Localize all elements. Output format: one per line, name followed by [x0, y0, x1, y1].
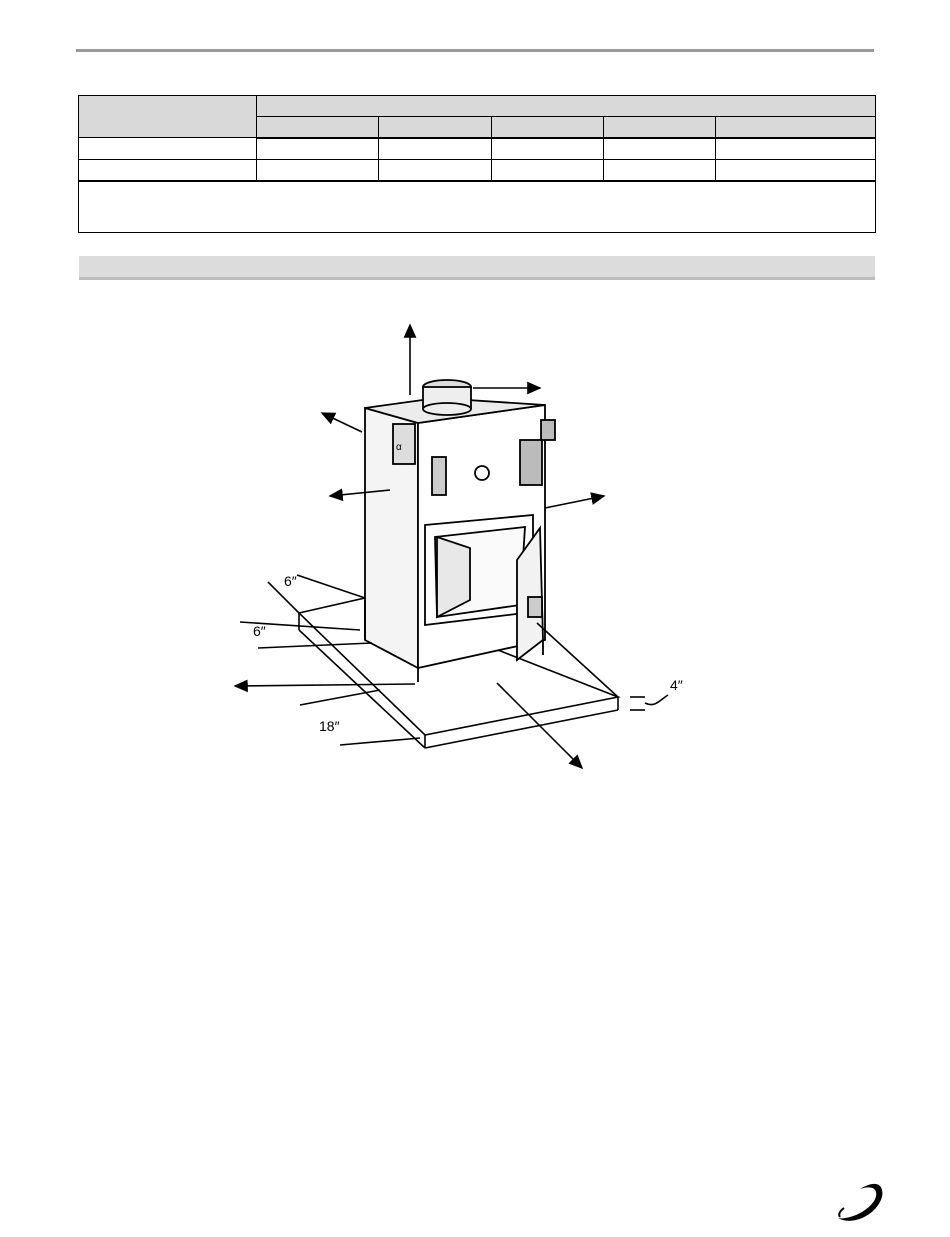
table-row [79, 138, 876, 160]
table-note [79, 181, 876, 233]
dim-18-label: 18″ [319, 718, 340, 734]
dim-6-left-label: 6″ [253, 623, 266, 639]
table-cell [604, 159, 716, 181]
table-cell [379, 159, 492, 181]
table-cell [604, 138, 716, 160]
table-sub-header [379, 116, 492, 137]
section-title-bar [79, 256, 875, 280]
table-sub-header [492, 116, 604, 137]
specification-table [78, 95, 876, 233]
table-sub-header [604, 116, 716, 137]
table-cell [716, 159, 876, 181]
table-cell [716, 138, 876, 160]
table-group-header [257, 96, 876, 117]
top-rule [76, 49, 874, 52]
row-label [79, 138, 257, 160]
table-sub-header [716, 116, 876, 137]
svg-text:α: α [396, 442, 402, 453]
table-cell [379, 138, 492, 160]
table-cell [492, 138, 604, 160]
stove-clearance-diagram [225, 315, 683, 785]
table-row [79, 159, 876, 181]
dim-6-top-label: 6″ [284, 573, 297, 589]
table-cell [492, 159, 604, 181]
table-header-label [79, 96, 257, 138]
brand-swoosh-icon [830, 1180, 886, 1226]
table-note-row [79, 181, 876, 233]
row-label [79, 159, 257, 181]
table-cell [257, 138, 379, 160]
dim-4-label: 4″ [670, 677, 683, 693]
wood-stove [365, 380, 555, 682]
table-sub-header [257, 116, 379, 137]
table-cell [257, 159, 379, 181]
